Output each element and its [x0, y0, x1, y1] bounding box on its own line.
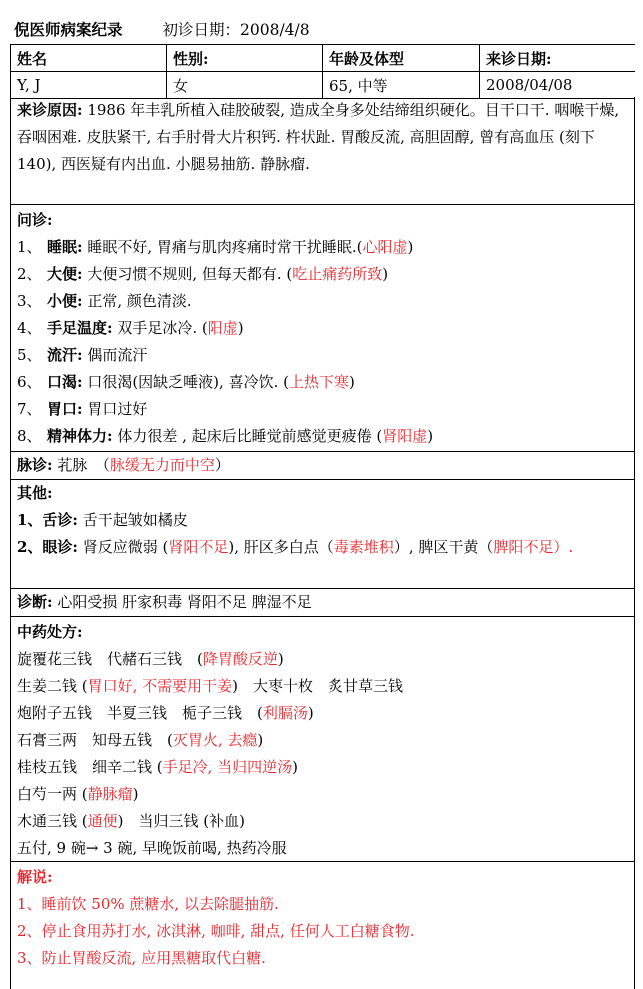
inquiry-item-note: 上热下寒	[288, 373, 349, 391]
diagnosis-text: 心阳受损 肝家积毒 肾阳不足 脾湿不足	[57, 593, 312, 611]
inquiry-item	[17, 315, 628, 342]
pulse-label: 脉诊:	[17, 456, 53, 474]
tongue-text: 舌干起皱如橘皮	[82, 511, 188, 529]
inquiry-item-text: 胃口过好	[87, 400, 148, 418]
inquiry-item	[17, 234, 628, 261]
explanation-item: 3、防止胃酸反流, 应用黑糖取代白糖.	[17, 949, 266, 967]
inquiry-item-number: 5、	[17, 346, 42, 364]
prescription-line	[17, 808, 628, 835]
inquiry-item-label: 睡眠:	[47, 238, 83, 256]
herb-text: 炮附子五钱 半夏三钱 栀子三钱 (	[17, 704, 263, 722]
herb-note: 降胃酸反逆	[202, 650, 278, 668]
tongue-label: 1、舌诊:	[17, 511, 78, 529]
eye-line	[17, 534, 628, 561]
herb-text: 石膏三两 知母五钱 (	[17, 731, 173, 749]
inquiry-list	[17, 234, 628, 450]
explanation-item: 1、睡前饮 50% 蔗糖水, 以去除腿抽筋.	[17, 895, 279, 913]
herb-text: 木通三钱 (	[17, 812, 88, 830]
prescription-line	[17, 781, 628, 808]
inquiry-item-note: 肾阳虚	[382, 427, 428, 445]
inquiry-item-text: 睡眠不好, 胃痛与肌肉疼痛时常干扰睡眠.(	[87, 238, 363, 256]
inquiry-item-tail: )	[427, 427, 434, 445]
name-value: Y, J	[11, 72, 167, 99]
inquiry-item-label: 流汗:	[47, 346, 83, 364]
name-label: 姓名	[11, 45, 167, 72]
pulse-note: 脉缓无力而中空	[109, 456, 215, 474]
patient-info-table	[10, 44, 635, 99]
herb-note: 灭胃火, 去瘾	[172, 731, 258, 749]
herb-close: )	[117, 812, 124, 830]
explanation-label: 解说:	[17, 868, 53, 886]
herb-close: )	[292, 758, 299, 776]
eye-label: 2、眼诊:	[17, 538, 78, 556]
other-section	[10, 480, 635, 589]
inquiry-section	[10, 205, 635, 452]
prescription-line	[17, 700, 628, 727]
eye-note-3: 脾阳不足	[493, 538, 554, 556]
visit-reason	[17, 97, 628, 178]
inquiry-item-tail: )	[237, 319, 244, 337]
inquiry-item-tail: )	[348, 373, 355, 391]
inquiry-item-label: 小便:	[47, 292, 83, 310]
diagnosis-line	[17, 589, 628, 616]
inquiry-item	[17, 288, 628, 315]
age-label: 年龄及体型	[323, 45, 480, 72]
inquiry-item	[17, 369, 628, 396]
inquiry-item	[17, 261, 628, 288]
first-visit-date: 初诊日期：2008/4/8	[162, 21, 310, 39]
inquiry-item	[17, 396, 628, 423]
inquiry-item-label: 胃口:	[47, 400, 83, 418]
explanation-list	[17, 891, 628, 972]
visit-date-value: 2008/04/08	[480, 72, 636, 99]
inquiry-item-text: 偶而流汗	[87, 346, 148, 364]
title-bar	[10, 14, 635, 44]
herb-note: 静脉瘤	[87, 785, 133, 803]
case-record-page	[10, 14, 635, 989]
herb-close: )	[307, 704, 314, 722]
herb-text: 旋覆花三钱 代赭石三钱 (	[17, 650, 203, 668]
herb-extra: 当归三钱 (补血)	[123, 812, 245, 830]
document-title: 倪医师病案纪录	[14, 20, 123, 39]
age-value: 65, 中等	[323, 72, 480, 99]
inquiry-item-label: 大便:	[47, 265, 83, 283]
herb-close: )	[132, 785, 139, 803]
inquiry-item-number: 1、	[17, 238, 42, 256]
prescription-section	[10, 617, 635, 862]
pulse-tail: ）	[214, 456, 230, 474]
sex-label: 性别:	[167, 45, 323, 72]
eye-note-2: 毒素堆积	[333, 538, 394, 556]
inquiry-item-text: 口很渴(因缺乏唾液), 喜冷饮. (	[87, 373, 289, 391]
prescription-list	[17, 646, 628, 835]
herb-note: 利膈汤	[262, 704, 308, 722]
eye-text-2: ), 肝区多白点（	[228, 538, 334, 556]
sex-value: 女	[167, 72, 323, 99]
inquiry-item	[17, 423, 628, 450]
eye-note-1: 肾阳不足	[168, 538, 229, 556]
inquiry-item	[17, 342, 628, 369]
herb-extra: 大枣十枚 炙甘草三钱	[238, 677, 404, 695]
pulse-line	[17, 452, 628, 479]
prescription-line	[17, 754, 628, 781]
tongue-line	[17, 507, 628, 534]
pulse-section	[10, 452, 635, 480]
inquiry-item-note: 吃止痛药所致	[292, 265, 383, 283]
herb-close: )	[232, 677, 239, 695]
visit-reason-text: 1986 年丰乳所植入硅胶破裂, 造成全身多处结缔组织硬化。目干口干. 咽喉干燥, 吞咽困难. 皮肤紧干, 右手肘骨大片积钙. 杵状趾. 胃酸反流, 高胆固醇, 曾有高血压 (刻下 140), 西医疑有内出血. 小腿易抽筋. 静脉瘤.	[17, 101, 620, 173]
herb-close: )	[277, 650, 284, 668]
inquiry-item-number: 6、	[17, 373, 42, 391]
inquiry-item-label: 精神体力:	[47, 427, 113, 445]
eye-text-3: ）, 脾区干黄（	[393, 538, 494, 556]
herb-text: 桂枝五钱 细辛二钱 (	[17, 758, 163, 776]
herb-text: 生姜二钱 (	[17, 677, 88, 695]
explanation-section	[10, 862, 635, 989]
inquiry-item-tail: )	[407, 238, 414, 256]
inquiry-item-text: 大便习惯不规则, 但每天都有. (	[87, 265, 293, 283]
diagnosis-section	[10, 589, 635, 617]
info-label-row	[11, 45, 636, 72]
inquiry-item-number: 4、	[17, 319, 42, 337]
visit-date-label: 来诊日期:	[480, 45, 636, 72]
inquiry-label: 问诊:	[17, 211, 53, 229]
prescription-line	[17, 673, 628, 700]
other-label: 其他:	[17, 484, 53, 502]
herb-close: )	[257, 731, 264, 749]
inquiry-item-number: 7、	[17, 400, 42, 418]
herb-note: 通便	[87, 812, 118, 830]
visit-reason-section	[10, 97, 635, 205]
inquiry-item-label: 手足温度:	[47, 319, 113, 337]
inquiry-item-text: 体力很差 , 起床后比睡觉前感觉更疲倦 (	[117, 427, 383, 445]
prescription-line	[17, 727, 628, 754]
inquiry-item-number: 8、	[17, 427, 42, 445]
inquiry-item-note: 阳虚	[207, 319, 238, 337]
explanation-item: 2、停止食用苏打水, 冰淇淋, 咖啡, 甜点, 任何人工白糖食物.	[17, 922, 415, 940]
inquiry-item-text: 双手足冰冷. (	[117, 319, 208, 337]
herb-note: 胃口好, 不需要用干姜	[87, 677, 233, 695]
inquiry-item-text: 正常, 颜色清淡.	[87, 292, 192, 310]
info-value-row	[11, 72, 636, 99]
diagnosis-label: 诊断:	[17, 593, 53, 611]
inquiry-item-note: 心阳虚	[362, 238, 408, 256]
inquiry-item-tail: )	[382, 265, 389, 283]
prescription-line	[17, 646, 628, 673]
herb-text: 白芍一两 (	[17, 785, 88, 803]
eye-text-1: 肾反应微弱 (	[82, 538, 169, 556]
inquiry-item-number: 3、	[17, 292, 42, 310]
dosage-line: 五付, 9 碗→ 3 碗, 早晚饭前喝, 热药冷服	[17, 839, 287, 857]
eye-text-4: ）.	[553, 538, 574, 556]
inquiry-item-label: 口渴:	[47, 373, 83, 391]
visit-reason-label: 来诊原因:	[17, 101, 83, 119]
prescription-label: 中药处方:	[17, 623, 83, 641]
inquiry-item-number: 2、	[17, 265, 42, 283]
herb-note: 手足冷, 当归四逆汤	[162, 758, 293, 776]
pulse-text: 芤脉 （	[57, 456, 110, 474]
